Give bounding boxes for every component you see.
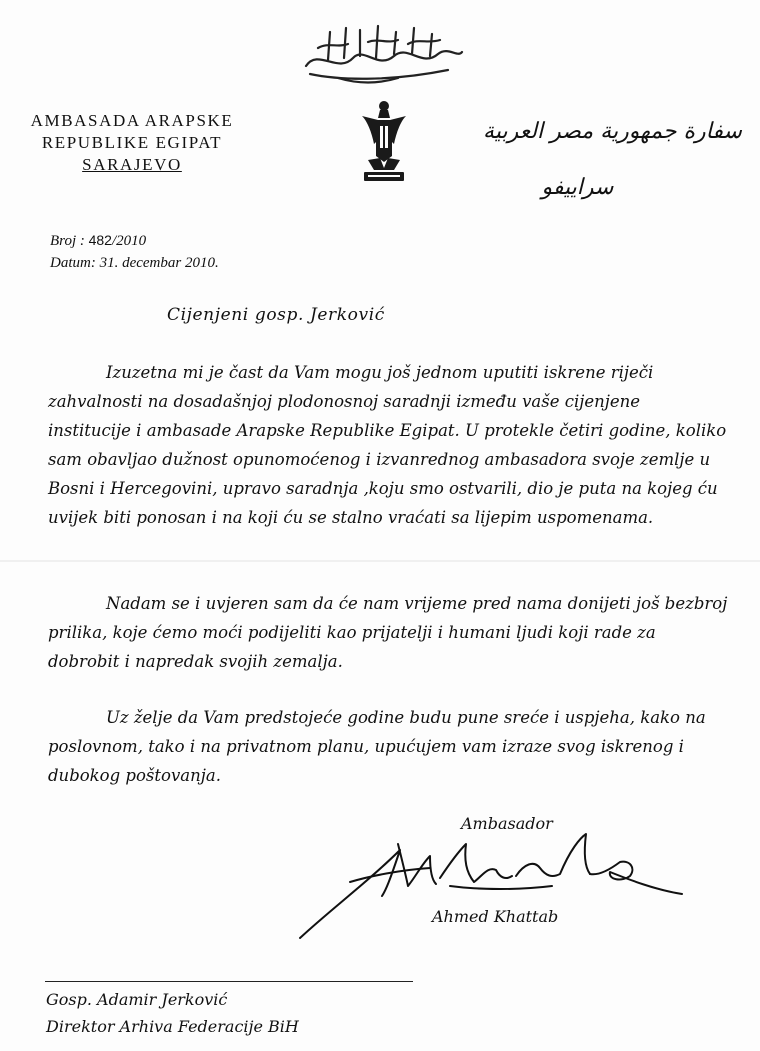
reference-number: [50, 229, 219, 252]
embassy-heading-arabic: [470, 104, 755, 216]
recipient-title: Direktor Arhiva Federacije BiH: [46, 1017, 299, 1036]
reference-block: [50, 229, 219, 274]
embassy-name-line2: REPUBLIKE EGIPAT: [41, 133, 223, 152]
recipient-name: Gosp. Adamir Jerković: [46, 990, 228, 1009]
embassy-name-line1: AMBASADA ARAPSKE: [30, 111, 234, 130]
letter-date: Datum: 31. decembar 2010.: [50, 255, 219, 271]
body-paragraph-1: Izuzetna mi je čast da Vam mogu još jednom uputiti iskrene riječi zahvalnosti na dosadašnjoj plodonosnoj saradnji između vaše cijenjene institucije i ambasade Arapske Republike Egipat. U protekle četiri godine, koliko sam obavljao dužnost opunomoćenog i izvanrednog ambasadora svoje zemlje u Bosni i Hercegovini, upravo saradnja ,koju smo ostvarili, dio je puta na kojeg ću uvijek biti ponosan i na koji ću se stalno vraćati sa lijepim uspomenama.: [48, 363, 727, 527]
embassy-arabic-line1: سفارة جمهورية مصر العربية: [483, 119, 742, 144]
embassy-arabic-city: سراييفو: [541, 175, 614, 200]
body-paragraph-3: Uz želje da Vam predstojeće godine budu pune sreće i uspjeha, kako na poslovnom, tako i na privatnom planu, upućujem vam izraze svog iskrenog i dubokog poštovanja.: [48, 708, 706, 785]
basmala-calligraphy: [298, 18, 468, 86]
egypt-eagle-emblem-icon: [358, 98, 410, 184]
reference-number-year: /2010: [111, 233, 147, 249]
body-paragraph-2: Nadam se i uvjeren sam da će nam vrijeme pred nama donijeti još bezbroj prilika, koje ćemo moći podijeliti kao prijatelji i humani ljudi koji rade za dobrobit i napredak svojih zemalja.: [48, 594, 728, 671]
embassy-heading-latin: [12, 110, 252, 176]
signatory-title: Ambasador: [461, 814, 553, 833]
handwritten-signature: [290, 820, 690, 950]
recipient-block: [46, 986, 299, 1040]
reference-number-handwritten: 482: [88, 232, 112, 248]
embassy-city: SARAJEVO: [82, 155, 182, 174]
recipient-divider: [45, 981, 413, 982]
greeting: Cijenjeni gosp. Jerković: [167, 305, 385, 325]
signatory-name: Ahmed Khattab: [432, 907, 559, 926]
paper-fold: [0, 560, 760, 562]
reference-number-label: Broj :: [50, 233, 85, 249]
